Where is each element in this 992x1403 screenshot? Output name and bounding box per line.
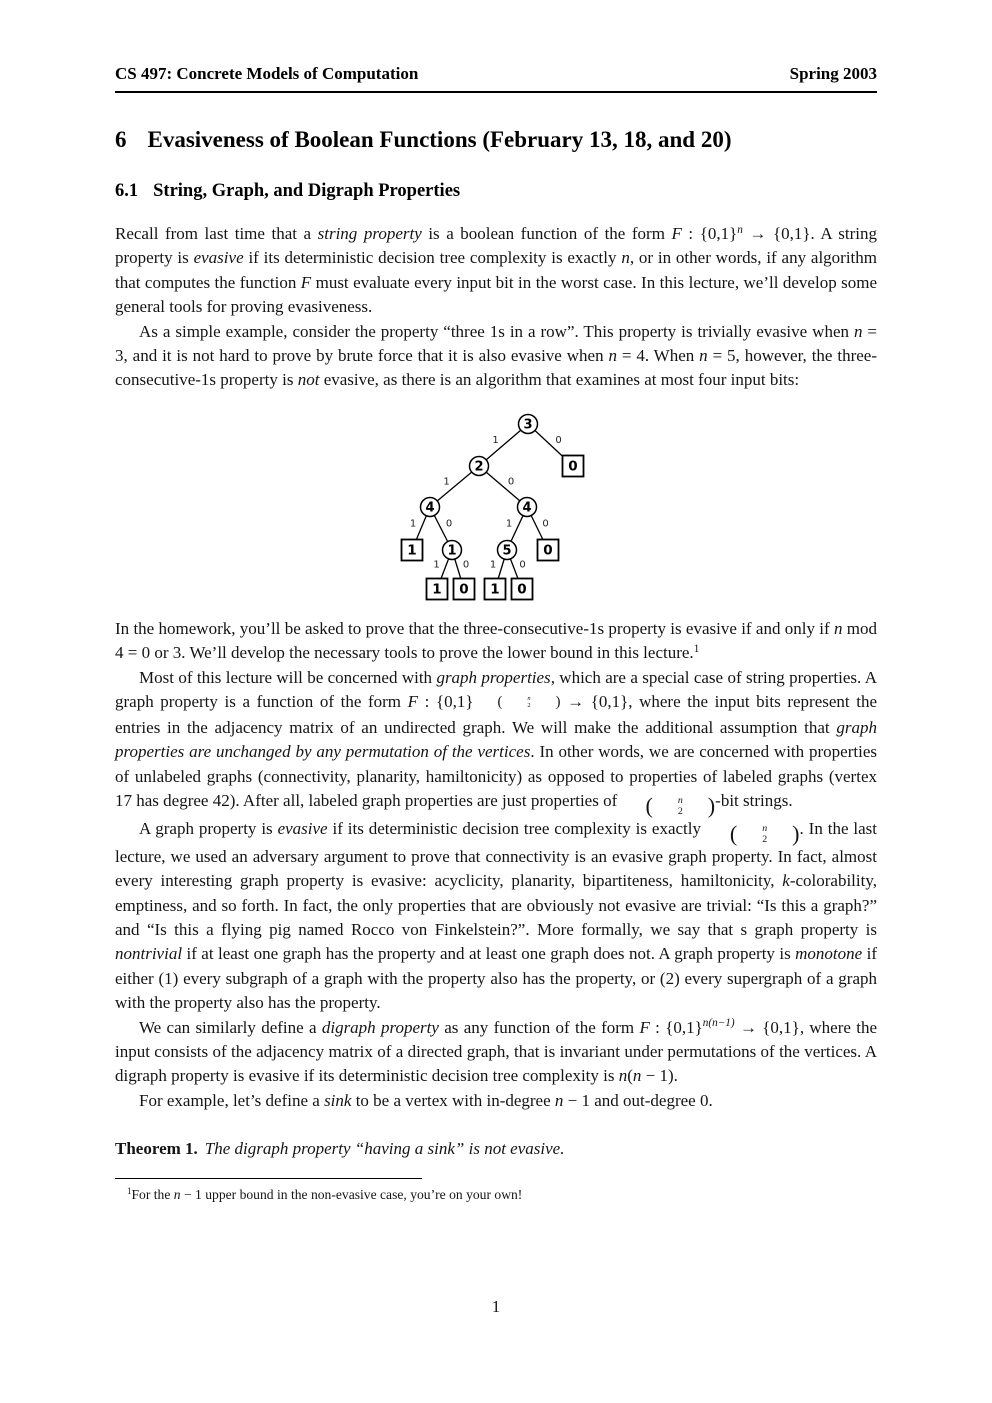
tree-edge-label: 1 bbox=[433, 559, 440, 571]
section-heading bbox=[115, 127, 877, 153]
tree-node-label: 0 bbox=[568, 458, 578, 475]
tree-node-label: 4 bbox=[425, 500, 435, 516]
body-paragraph-homework: In the homework, you’ll be asked to prove that the three-consecutive-1s property is evasive if and only if n mod 4 = 0 or 3. We’ll develop the necessary tools to prove the lower bound in this lecture.$^1$ bbox=[115, 618, 877, 663]
tree-edge-label: 0 bbox=[507, 476, 515, 488]
tree-node-label: 1 bbox=[432, 581, 442, 598]
page-number: 1 bbox=[491, 1297, 501, 1316]
theorem-1: Theorem 1. The digraph property “having a sink” is not evasive. bbox=[115, 1139, 565, 1159]
tree-edge-label: 0 bbox=[555, 434, 562, 446]
tree-edge-label: 1 bbox=[443, 476, 450, 488]
tree-node-label: 4 bbox=[522, 500, 532, 516]
body-paragraph-recall: Recall from last time that a string property is a boolean function of the form F : $\{0,1\}^n \to \{0,1\}$. A string property is evasive if its deterministic decision tree complexity is exactly n, or in other words, if any algorithm that computes the function F must evaluate every input bit in the worst case. In this lecture, we’ll develop some general tools for proving evasiveness. bbox=[115, 223, 878, 317]
tree-edge-label: 0 bbox=[542, 518, 549, 530]
section-title: Evasiveness of Boolean Functions (February 13, 18, and 20) bbox=[147, 127, 732, 152]
body-paragraph-graph-properties: Most of this lecture will be concerned with graph properties, which are a special case of string properties. A graph property is a function of the form F : {0,1} $^{( n 2 )}$ → {0,1}, where the input bits represent the entries in the adjacency matrix of an undirected graph. We will make the additional assumption that graph properties are unchanged by any permutation of the vertices. In other words, we are concerned with properties of unlabeled graphs (connectivity, planarity, hamiltonicity) as opposed to properties of labeled graphs (vertex 17 has degree 42). After all, labeled graph properties are just properties of ( n 2 ) -bit strings. bbox=[115, 667, 877, 818]
tree-node-label: 1 bbox=[447, 543, 457, 559]
course-title: CS 497: Concrete Models of Computation bbox=[115, 64, 419, 83]
decision-tree-svg bbox=[394, 405, 598, 607]
tree-edge-label: 1 bbox=[489, 559, 497, 571]
tree-node-label: 0 bbox=[459, 581, 469, 598]
subsection-heading bbox=[115, 181, 877, 202]
tree-node-label: 0 bbox=[517, 581, 527, 598]
running-header bbox=[115, 64, 877, 84]
body-paragraph-sink: For example, let’s define a sink to be a vertex with in-degree n − 1 and out-degree 0. bbox=[139, 1090, 713, 1110]
tree-edge-label: 0 bbox=[519, 559, 526, 571]
footnote-text: $^1$For the n − 1 upper bound in the non-evasive case, you’re on your own! bbox=[127, 1185, 523, 1202]
tree-edge-label: 1 bbox=[409, 518, 417, 530]
tree-node-label: 0 bbox=[543, 542, 553, 559]
subsection-number: 6.1 bbox=[115, 181, 139, 201]
tree-node-label: 5 bbox=[502, 543, 512, 559]
tree-edge-label: 0 bbox=[445, 518, 453, 530]
tree-node-label: 2 bbox=[474, 459, 484, 475]
header-rule bbox=[115, 91, 877, 93]
decision-tree-figure bbox=[115, 405, 877, 607]
tree-edge-label: 1 bbox=[492, 434, 499, 446]
body-paragraph-evasive-graph: A graph property is evasive if its deterministic decision tree complexity is exactly ( n 2 ) . In the last lecture, we used an adversary argument to prove that connectivity is an evasive graph property. In fact, almost every interesting graph property is evasive: acyclicity, planarity, bipartiteness, hamiltonicity, k-colorability, emptiness, and so forth. In fact, the only properties that are obviously not evasive are trivial: “Is this a graph?” and “Is this a flying pig named Rocco von Finkelstein?”. More formally, we say that s graph property is nontrivial if at least one graph has the property and at least one graph does not. A graph property is monotone if either (1) every subgraph of a graph with the property also has the property, or (2) every supergraph of a graph with the property also has the property. bbox=[115, 818, 878, 1013]
tree-node-label: 1 bbox=[490, 581, 500, 598]
tree-node-label: 1 bbox=[407, 542, 417, 559]
body-paragraph-example: As a simple example, consider the property “three 1s in a row”. This property is trivially evasive when n = 3, and it is not hard to prove by brute force that it is also evasive when n = 4. When n = 5, however, the three-consecutive-1s property is not evasive, as there is an algorithm that examines at most four input bits: bbox=[115, 321, 878, 390]
body-paragraph-digraph: We can similarly define a digraph property as any function of the form F : $\{0,1\}^{n(n-1)} \to \{0,1\}$, where the input consists of the adjacency matrix of a directed graph, that is invariant under permutations of the vertices. A digraph property is evasive if its deterministic decision tree complexity is n(n − 1). bbox=[115, 1017, 878, 1086]
footnote-rule bbox=[115, 1178, 422, 1179]
term-label: Spring 2003 bbox=[789, 64, 877, 83]
tree-edge-label: 0 bbox=[462, 559, 470, 571]
tree-node-label: 3 bbox=[523, 417, 533, 433]
section-number: 6 bbox=[115, 127, 127, 152]
subsection-title: String, Graph, and Digraph Properties bbox=[153, 181, 461, 201]
tree-edge-label: 1 bbox=[505, 518, 513, 530]
